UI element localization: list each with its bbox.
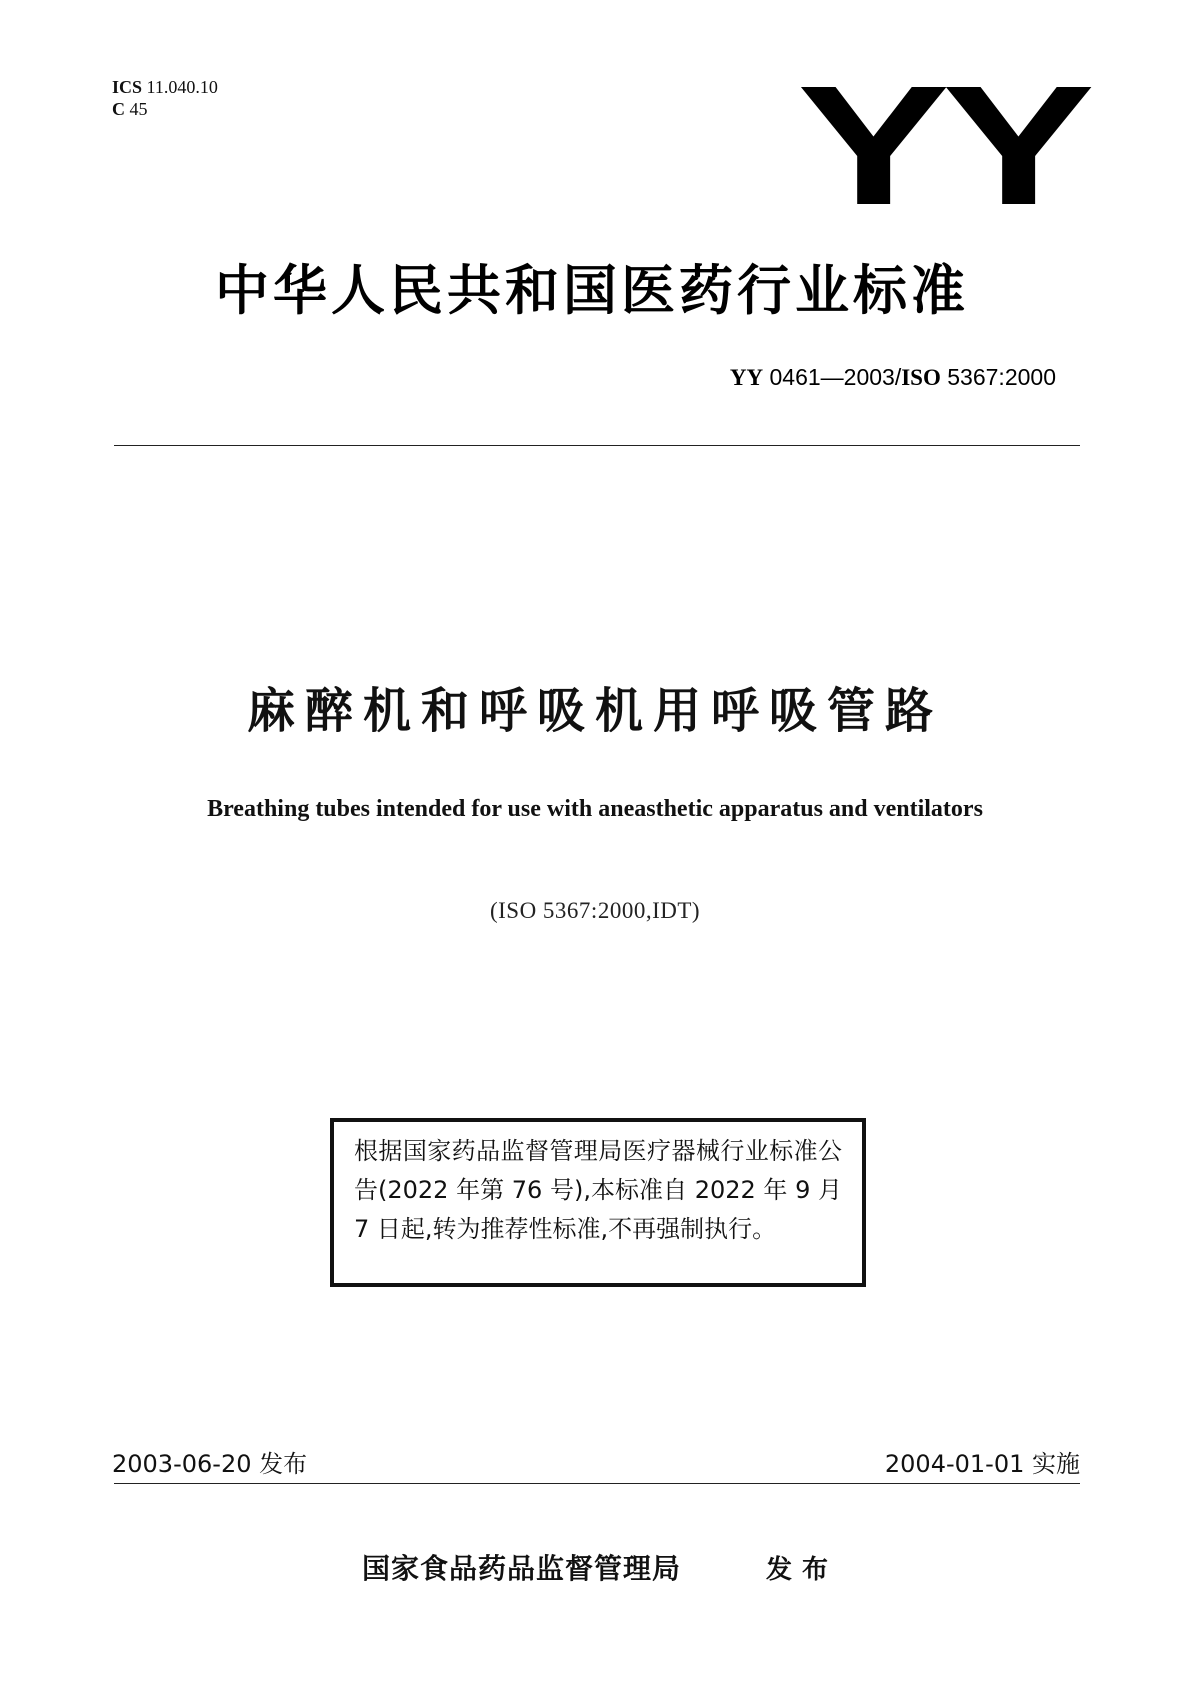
document-title-en: Breathing tubes intended for use with aneasthetic apparatus and ventilators <box>207 796 983 822</box>
document-title-cn: 麻醉机和呼吸机用呼吸管路 <box>246 683 943 739</box>
standard-category-title: 中华人民共和国医药行业标准 <box>215 259 969 322</box>
publish-label: 发布 <box>766 1555 839 1585</box>
iso-prefix: ISO <box>901 365 941 390</box>
publisher-name: 国家食品药品监督管理局 <box>362 1552 682 1585</box>
iso-equivalence: (ISO 5367:2000,IDT) <box>489 898 701 923</box>
std-prefix: YY <box>729 365 764 390</box>
header-divider <box>114 445 1080 446</box>
ccs-line <box>112 98 218 120</box>
standard-number <box>730 364 1056 391</box>
notice-text: 根据国家药品监督管理局医疗器械行业标准公告(2022 年第 76 号),本标准自 2022 年 9 月 7 日起,转为推荐性标准,不再强制执行。 <box>354 1137 842 1243</box>
yy-logo: YY <box>797 51 1087 241</box>
ccs-label: C <box>112 99 125 119</box>
classification-codes <box>112 76 218 120</box>
ics-code: 11.040.10 <box>146 77 218 97</box>
implementation-date: 2004-01-01 实施 <box>884 1450 1080 1478</box>
issue-date: 2003-06-20 发布 <box>112 1450 308 1478</box>
notice-box <box>330 1118 866 1287</box>
iso-number-text: 5367:2000 <box>947 364 1056 390</box>
ics-label: ICS <box>112 77 143 97</box>
footer-divider <box>114 1483 1080 1484</box>
ics-line <box>112 76 218 98</box>
std-number-text: 0461—2003/ <box>769 364 902 390</box>
ccs-code: 45 <box>129 99 148 119</box>
